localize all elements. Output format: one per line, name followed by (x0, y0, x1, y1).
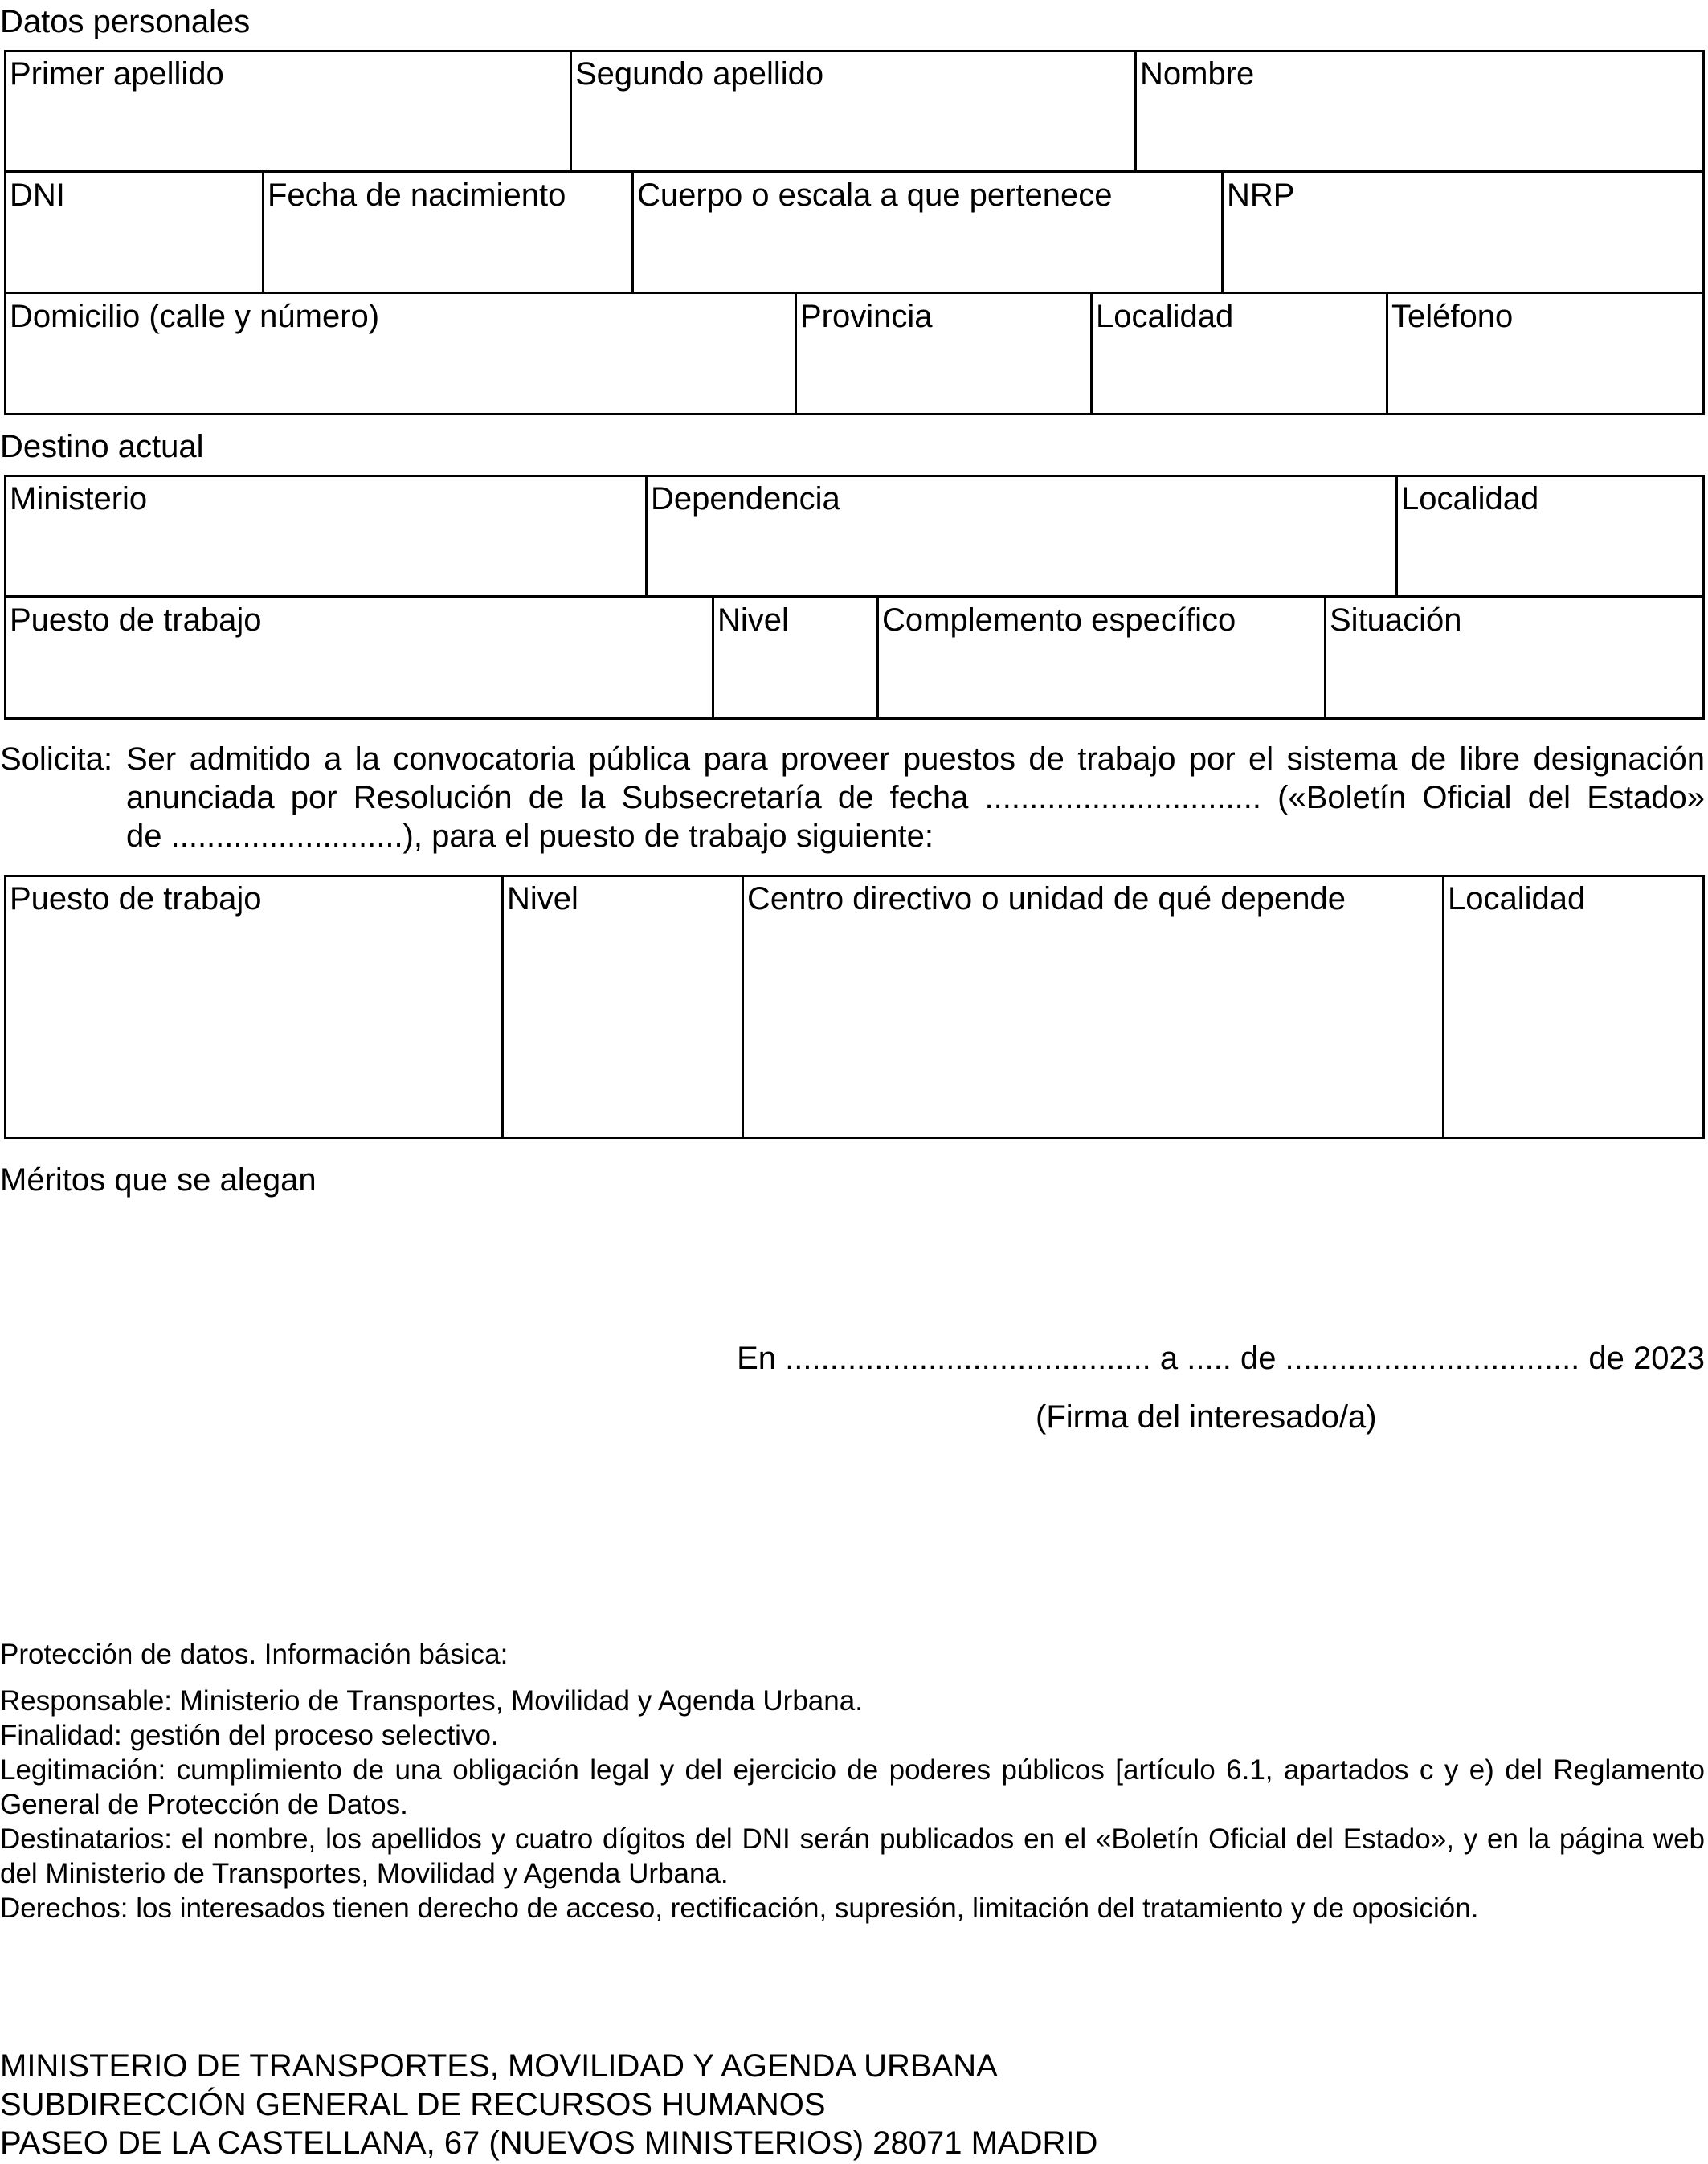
divider (712, 595, 714, 720)
fecha-line: En ......................................... a ..... de ................................. de 2023 (737, 1341, 1705, 1376)
divider (570, 50, 572, 172)
proteccion-derechos: Derechos: los interesados tienen derecho de acceso, rectificación, supresión, limitación del tratamiento y de oposición. (0, 1892, 1479, 1924)
divider (631, 170, 634, 293)
divider (262, 170, 264, 293)
divider (1221, 170, 1224, 293)
divider (501, 875, 504, 1139)
divider (1090, 292, 1093, 415)
field-cuerpo-escala[interactable]: Cuerpo o escala a que pertenece (637, 178, 1113, 213)
divider (4, 595, 1705, 598)
field-provincia[interactable]: Provincia (800, 299, 933, 334)
datos-personales-table (4, 50, 1705, 415)
field-localidad-destino[interactable]: Localidad (1401, 481, 1539, 517)
field-localidad-solicitado[interactable]: Localidad (1448, 881, 1586, 917)
divider (1442, 875, 1444, 1139)
field-nombre[interactable]: Nombre (1140, 56, 1255, 92)
field-ministerio[interactable]: Ministerio (10, 481, 148, 517)
divider (876, 595, 879, 720)
divider (1386, 292, 1388, 415)
field-telefono[interactable]: Teléfono (1391, 299, 1514, 334)
footer-direccion: PASEO DE LA CASTELLANA, 67 (NUEVOS MINISTERIOS) 28071 MADRID (0, 2125, 1098, 2161)
field-fecha-nacimiento[interactable]: Fecha de nacimiento (268, 178, 566, 213)
proteccion-destinatarios: Destinatarios: el nombre, los apellidos y cuatro dígitos del DNI serán publicados en el «Boletín Oficial del Estado», y en la página web del Ministerio de Transportes, Movilidad y Agenda Urbana. (0, 1823, 1705, 1889)
firma-label: (Firma del interesado/a) (1036, 1399, 1377, 1435)
field-nrp[interactable]: NRP (1227, 178, 1295, 213)
field-nivel-solicitado[interactable]: Nivel (507, 881, 578, 917)
field-puesto-solicitado[interactable]: Puesto de trabajo (10, 881, 262, 917)
divider (795, 292, 797, 415)
field-nivel[interactable]: Nivel (717, 602, 789, 638)
field-situacion[interactable]: Situación (1330, 602, 1462, 638)
section-title-destino-actual: Destino actual (0, 429, 204, 464)
footer-ministerio: MINISTERIO DE TRANSPORTES, MOVILIDAD Y AGENDA URBANA (0, 2048, 998, 2084)
field-primer-apellido[interactable]: Primer apellido (10, 56, 224, 92)
solicita-label: Solicita: (0, 741, 113, 777)
section-title-meritos: Méritos que se alegan (0, 1162, 317, 1198)
divider (4, 292, 1705, 294)
solicita-text-line3: de ..........................), para el puesto de trabajo siguiente: (126, 819, 934, 854)
field-segundo-apellido[interactable]: Segundo apellido (575, 56, 824, 92)
divider (742, 875, 744, 1139)
solicita-text-line2: anunciada por Resolución de la Subsecretaría de fecha ............................... («Boletín Oficial del Estado» (126, 780, 1705, 815)
field-complemento-especifico[interactable]: Complemento específico (882, 602, 1236, 638)
field-centro-directivo[interactable]: Centro directivo o unidad de qué depende (747, 881, 1346, 917)
divider (1324, 595, 1326, 720)
proteccion-finalidad: Finalidad: gestión del proceso selectivo. (0, 1720, 499, 1751)
solicita-text-line1: Ser admitido a la convocatoria pública para proveer puestos de trabajo por el sistema de libre designación (126, 741, 1705, 777)
proteccion-responsable: Responsable: Ministerio de Transportes, Movilidad y Agenda Urbana. (0, 1685, 863, 1717)
field-dni[interactable]: DNI (10, 178, 65, 213)
divider (4, 170, 1705, 173)
field-dependencia[interactable]: Dependencia (651, 481, 840, 517)
divider (1395, 475, 1398, 597)
divider (1134, 50, 1137, 172)
proteccion-heading: Protección de datos. Información básica: (0, 1639, 509, 1670)
divider (645, 475, 648, 597)
field-localidad[interactable]: Localidad (1096, 299, 1234, 334)
section-title-datos-personales: Datos personales (0, 4, 251, 39)
field-puesto-trabajo[interactable]: Puesto de trabajo (10, 602, 262, 638)
proteccion-legitimacion: Legitimación: cumplimiento de una obligación legal y del ejercicio de poderes públicos [artículo 6.1, apartados c y e) del Reglamento General de Protección de Datos. (0, 1754, 1705, 1820)
field-domicilio[interactable]: Domicilio (calle y número) (10, 299, 380, 334)
footer-subdireccion: SUBDIRECCIÓN GENERAL DE RECURSOS HUMANOS (0, 2087, 826, 2122)
